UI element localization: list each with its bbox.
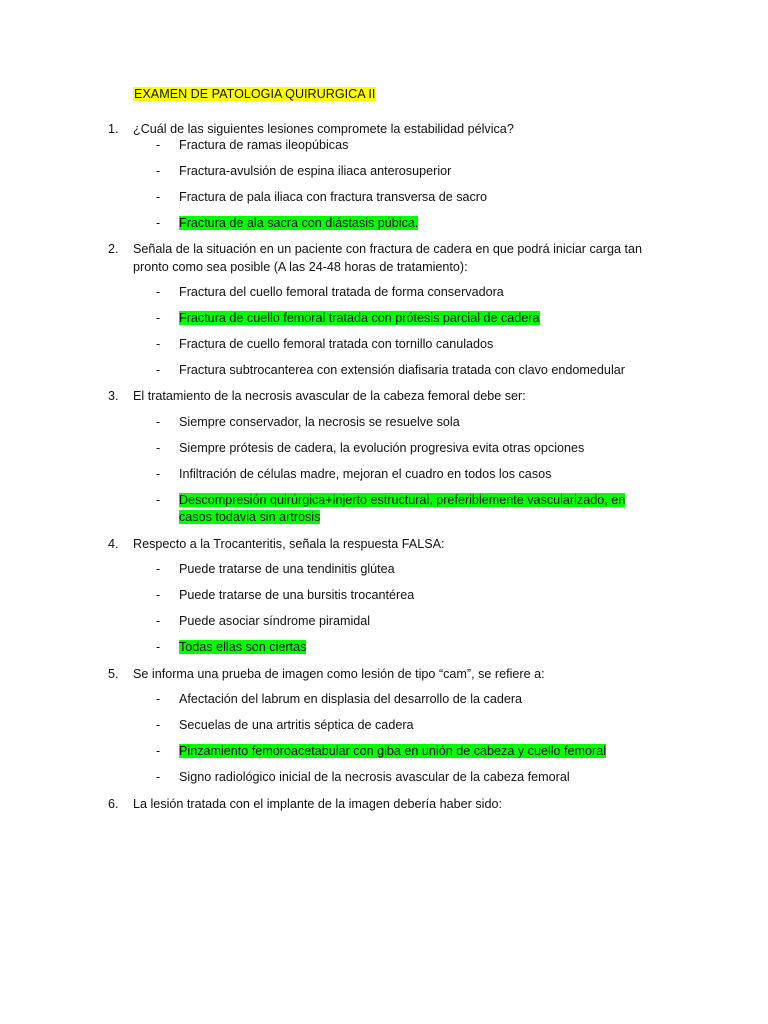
question-number: 5. — [108, 667, 119, 681]
question-1-option-1 — [156, 137, 656, 154]
option-text: Infiltración de células madre, mejoran el cuadro en todos los casos — [179, 467, 552, 481]
option-dash: - — [156, 441, 161, 455]
option-text: Fractura-avulsión de espina iliaca anterosuperior — [179, 164, 452, 178]
question-5-option-3 — [156, 743, 676, 760]
option-dash: - — [156, 493, 161, 507]
question-2-option-3 — [156, 336, 656, 353]
question-1-option-4 — [156, 215, 656, 232]
option-dash: - — [156, 363, 161, 377]
question-number: 3. — [108, 389, 119, 403]
question-3 — [108, 387, 668, 405]
correct-answer-highlight: Todas ellas son ciertas — [179, 640, 307, 654]
correct-answer-highlight: Descompresión quirúrgica+injerto estructural, preferiblemente vascularizado, en casos todavia sin artrosis — [179, 493, 626, 524]
question-number: 4. — [108, 537, 119, 551]
option-dash: - — [156, 718, 161, 732]
option-dash: - — [156, 770, 161, 784]
option-text: Fractura subtrocanterea con extensión diafisaria tratada con clavo endomedular — [179, 363, 625, 377]
correct-answer-highlight: Fractura de cuello femoral tratada con prótesis parcial de cadera — [179, 311, 540, 325]
question-4-option-2 — [156, 587, 656, 604]
option-text: Fractura de pala iliaca con fractura transversa de sacro — [179, 190, 487, 204]
option-dash: - — [156, 337, 161, 351]
option-dash: - — [156, 190, 161, 204]
option-dash: - — [156, 311, 161, 325]
question-2-option-1 — [156, 284, 656, 301]
question-1-option-2 — [156, 163, 656, 180]
question-4-option-4 — [156, 639, 656, 656]
question-4 — [108, 535, 668, 553]
question-5 — [108, 665, 668, 683]
question-3-option-3 — [156, 466, 656, 483]
question-4-option-3 — [156, 613, 656, 630]
question-3-option-2 — [156, 440, 656, 457]
option-dash: - — [156, 138, 161, 152]
question-4-option-1 — [156, 561, 656, 578]
option-text: Puede tratarse de una bursitis trocantérea — [179, 588, 415, 602]
option-text: Fractura de ramas ileopúbicas — [179, 138, 349, 152]
question-text: ¿Cuál de las siguientes lesiones compromete la estabilidad pélvica? — [133, 122, 514, 136]
question-5-option-4 — [156, 769, 676, 786]
option-dash: - — [156, 640, 161, 654]
option-text: Siempre prótesis de cadera, la evolución progresiva evita otras opciones — [179, 441, 585, 455]
question-1 — [108, 120, 668, 138]
option-dash: - — [156, 164, 161, 178]
question-number: 2. — [108, 242, 119, 256]
correct-answer-highlight: Pinzamiento femoroacetabular con giba en unión de cabeza y cuello femoral — [179, 744, 607, 758]
question-5-option-2 — [156, 717, 656, 734]
question-text: El tratamiento de la necrosis avascular de la cabeza femoral debe ser: — [133, 389, 526, 403]
option-dash: - — [156, 467, 161, 481]
question-text: La lesión tratada con el implante de la imagen debería haber sido: — [133, 797, 502, 811]
question-6 — [108, 795, 668, 813]
option-dash: - — [156, 415, 161, 429]
option-dash: - — [156, 285, 161, 299]
question-text: Se informa una prueba de imagen como lesión de tipo “cam”, se refiere a: — [133, 667, 545, 681]
option-text: Puede tratarse de una tendinitis glútea — [179, 562, 395, 576]
question-3-option-4 — [156, 492, 636, 526]
correct-answer-highlight: Fractura de ala sacra con diástasis púbica. — [179, 216, 419, 230]
question-2 — [108, 240, 668, 276]
option-text: Afectación del labrum en displasia del desarrollo de la cadera — [179, 692, 523, 706]
option-text: Puede asociar síndrome piramidal — [179, 614, 371, 628]
question-text: Señala de la situación en un paciente con fractura de cadera en que podrá iniciar carga tan pronto como sea posible (A las 24-48 horas de tratamiento): — [133, 242, 642, 274]
question-number: 6. — [108, 797, 119, 811]
question-5-option-1 — [156, 691, 656, 708]
question-2-option-4 — [156, 362, 656, 379]
question-1-option-3 — [156, 189, 656, 206]
option-dash: - — [156, 562, 161, 576]
option-dash: - — [156, 692, 161, 706]
question-number: 1. — [108, 122, 119, 136]
option-text: Siempre conservador, la necrosis se resuelve sola — [179, 415, 460, 429]
option-dash: - — [156, 588, 161, 602]
option-dash: - — [156, 216, 161, 230]
option-text: Signo radiológico inicial de la necrosis avascular de la cabeza femoral — [179, 770, 570, 784]
option-dash: - — [156, 744, 161, 758]
title-highlight: EXAMEN DE PATOLOGIA QUIRURGICA II — [134, 87, 376, 101]
question-3-option-1 — [156, 414, 656, 431]
option-text: Secuelas de una artritis séptica de cadera — [179, 718, 414, 732]
option-text: Fractura del cuello femoral tratada de forma conservadora — [179, 285, 504, 299]
question-text: Respecto a la Trocanteritis, señala la respuesta FALSA: — [133, 537, 445, 551]
option-dash: - — [156, 614, 161, 628]
document-title — [133, 86, 376, 102]
question-2-option-2 — [156, 310, 656, 327]
option-text: Fractura de cuello femoral tratada con tornillo canulados — [179, 337, 494, 351]
